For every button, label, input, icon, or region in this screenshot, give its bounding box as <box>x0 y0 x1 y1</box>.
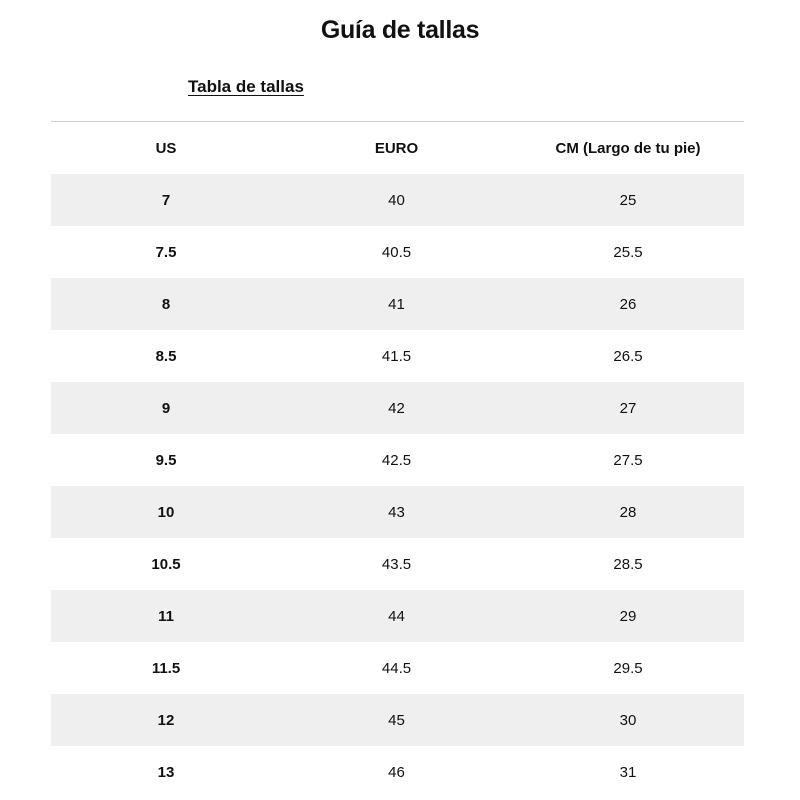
table-row <box>51 278 744 330</box>
cell-euro: 40 <box>281 174 512 226</box>
cell-euro: 42.5 <box>281 434 512 486</box>
cell-euro: 41 <box>281 278 512 330</box>
cell-euro: 45 <box>281 694 512 746</box>
cell-euro: 44.5 <box>281 642 512 694</box>
cell-euro: 46 <box>281 746 512 798</box>
table-row <box>51 434 744 486</box>
column-header-euro: EURO <box>374 139 419 157</box>
table-row <box>51 642 744 694</box>
cell-euro: 40.5 <box>281 226 512 278</box>
cell-cm: 26.5 <box>512 330 744 382</box>
cell-euro: 41.5 <box>281 330 512 382</box>
cell-cm: 31 <box>512 746 744 798</box>
table-row <box>51 226 744 278</box>
cell-us: 12 <box>51 694 281 746</box>
cell-us: 8 <box>51 278 281 330</box>
cell-us: 11 <box>51 590 281 642</box>
table-row <box>51 746 744 798</box>
cell-us: 7.5 <box>51 226 281 278</box>
cell-cm: 28.5 <box>512 538 744 590</box>
cell-euro: 43.5 <box>281 538 512 590</box>
cell-us: 11.5 <box>51 642 281 694</box>
cell-euro: 44 <box>281 590 512 642</box>
table-row <box>51 538 744 590</box>
cell-us: 8.5 <box>51 330 281 382</box>
cell-us: 10.5 <box>51 538 281 590</box>
cell-us: 13 <box>51 746 281 798</box>
cell-us: 9 <box>51 382 281 434</box>
cell-cm: 27.5 <box>512 434 744 486</box>
table-row <box>51 694 744 746</box>
table-row <box>51 382 744 434</box>
column-header-us: US <box>155 139 177 157</box>
cell-cm: 28 <box>512 486 744 538</box>
table-row <box>51 174 744 226</box>
size-table-tab-link[interactable]: Tabla de tallas <box>188 77 304 96</box>
size-table <box>51 122 744 798</box>
cell-cm: 30 <box>512 694 744 746</box>
cell-euro: 43 <box>281 486 512 538</box>
size-table-container <box>51 121 744 798</box>
table-row <box>51 486 744 538</box>
cell-cm: 29 <box>512 590 744 642</box>
table-row <box>51 590 744 642</box>
cell-cm: 25.5 <box>512 226 744 278</box>
cell-cm: 25 <box>512 174 744 226</box>
cell-us: 7 <box>51 174 281 226</box>
cell-cm: 29.5 <box>512 642 744 694</box>
cell-euro: 42 <box>281 382 512 434</box>
cell-us: 9.5 <box>51 434 281 486</box>
cell-us: 10 <box>51 486 281 538</box>
page-title: Guía de tallas <box>320 16 480 44</box>
cell-cm: 27 <box>512 382 744 434</box>
table-header-row <box>51 122 744 174</box>
column-header-cm: CM (Largo de tu pie) <box>555 139 701 157</box>
cell-cm: 26 <box>512 278 744 330</box>
table-row <box>51 330 744 382</box>
